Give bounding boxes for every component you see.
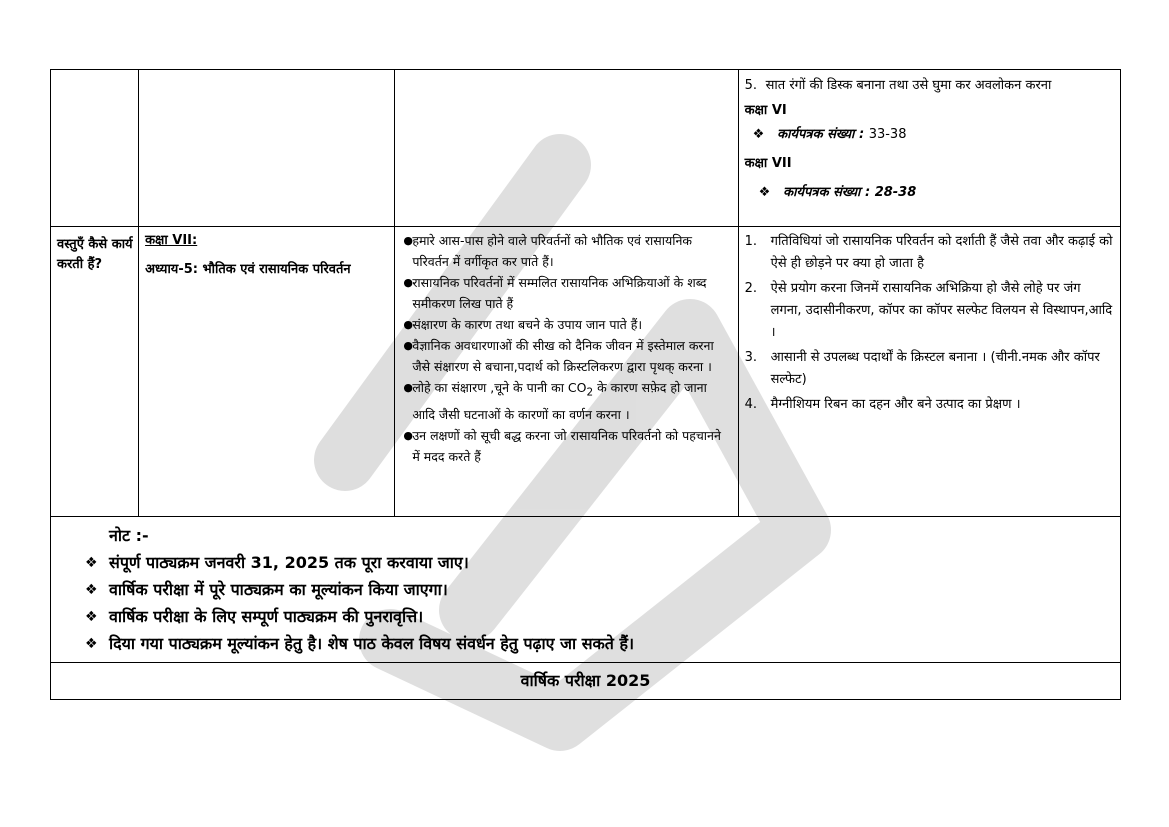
activities-cell-top [738,70,1120,227]
bullet-icon: ● [403,428,413,442]
list-item: 5. सात रंगों की डिस्क बनाना तथा उसे घुमा कर अवलोकन करना [744,78,1052,93]
class-label: कक्षा VII: [145,233,198,248]
note-item: ❖ वार्षिक परीक्षा के लिए सम्पूर्ण पाठ्यक्रम की पुनरावृत्ति। [85,607,424,626]
list-item: ● रासायनिक परिवर्तनों में सम्मलित रासायनिक अभिक्रियाओं के शब्द समीकरण लिख पाते हैं [403,272,731,314]
table-row [51,517,1121,663]
chapter-cell [139,227,395,517]
list-item: ● हमारे आस-पास होने वाले परिवर्तनों को भौतिक एवं रासायनिक परिवर्तन में वर्गीकृत कर पाते हैं। [403,230,731,272]
list-item: 1. गतिविधियां जो रासायनिक परिवर्तन को दर्शाती हैं जैसे तवा और कढ़ाई को ऐसे ही छोड़ने पर क्या हो जाता है [744,234,1113,271]
exam-title: वार्षिक परीक्षा 2025 [520,671,651,690]
table-cell [51,70,139,227]
exam-cell [51,663,1121,700]
table-cell [139,70,395,227]
list-item: 2. ऐसे प्रयोग करना जिनमें रासायनिक अभिक्रिया हो जैसे लोहे पर जंग लगना, उदासीनीकरण, कॉपर का कॉपर सल्फेट विलयन से विस्थापन,आदि । [744,281,1113,340]
class-7-label: कक्षा VII [744,156,792,171]
note-item: ❖ वार्षिक परीक्षा में पूरे पाठ्यक्रम का मूल्यांकन किया जाएगा। [85,580,448,599]
bullet-icon: ● [403,276,413,289]
outcomes-cell [395,227,738,517]
bullet-icon: ● [403,339,413,352]
topic-title: वस्तुएँ कैसे कार्य करती हैं? [57,237,133,272]
bullet-icon: ● [403,381,413,394]
topic-cell [51,227,139,517]
diamond-bullet-icon: ❖ [758,185,771,200]
note-item: ❖ संपूर्ण पाठ्यक्रम जनवरी 31, 2025 तक पूरा करवाया जाए। [85,553,469,572]
activities-list [739,227,1120,416]
list-item: ● संक्षारण के कारण तथा बचने के उपाय जान पाते हैं। [403,314,731,335]
chapter-title: अध्याय-5: भौतिक एवं रासायनिक परिवर्तन [145,262,351,277]
note-item: ❖ दिया गया पाठ्यक्रम मूल्यांकन हेतु है। शेष पाठ केवल विषय संवर्धन हेतु पढ़ाए जा सकते हैं। [85,634,635,653]
list-item: ● वैज्ञानिक अवधारणाओं की सीख को दैनिक जीवन में इस्तेमाल करना जैसे संक्षारण से बचाना,पदार्थ को क्रिस्टलिकरण द्वारा पृथक् करना । [403,335,731,377]
class-7-worksheet: ❖ कार्यपत्रक संख्या : 28-38 [739,174,1120,203]
note-heading: नोट :- [109,526,149,545]
list-item: 4. मैग्नीशियम रिबन का दहन और बने उत्पाद का प्रेक्षण । [744,397,1021,412]
class-6-worksheet: ❖ कार्यपत्रक संख्या : 33-38 [739,121,1120,145]
table-row [51,70,1121,227]
list-item: 3. आसानी से उपलब्ध पदार्थों के क्रिस्टल बनाना । (चीनी.नमक और कॉपर सल्फेट) [744,350,1100,387]
table-row [51,227,1121,517]
diamond-bullet-icon: ❖ [752,127,765,142]
activities-cell [738,227,1120,517]
class-6-label: कक्षा VI [744,103,787,118]
diamond-bullet-icon: ❖ [85,609,98,625]
table-cell [395,70,738,227]
diamond-bullet-icon: ❖ [85,636,98,652]
list-item: ● उन लक्षणों को सूची बद्ध करना जो रासायनिक परिवर्तनो को पहचानने में मदद करते हैं [403,425,731,467]
bullet-icon: ● [403,318,413,331]
syllabus-table [50,69,1121,700]
outcomes-list [395,227,737,467]
diamond-bullet-icon: ❖ [85,555,98,571]
bullet-icon: ● [403,234,413,247]
diamond-bullet-icon: ❖ [85,582,98,598]
list-item: ● लोहे का संक्षारण ,चूने के पानी का $CO_2$ के कारण सफ़ेद हो जाना आदि जैसी घटनाओं के कारणों का वर्णन करना । [403,377,731,425]
table-row [51,663,1121,700]
note-cell [51,517,1121,663]
